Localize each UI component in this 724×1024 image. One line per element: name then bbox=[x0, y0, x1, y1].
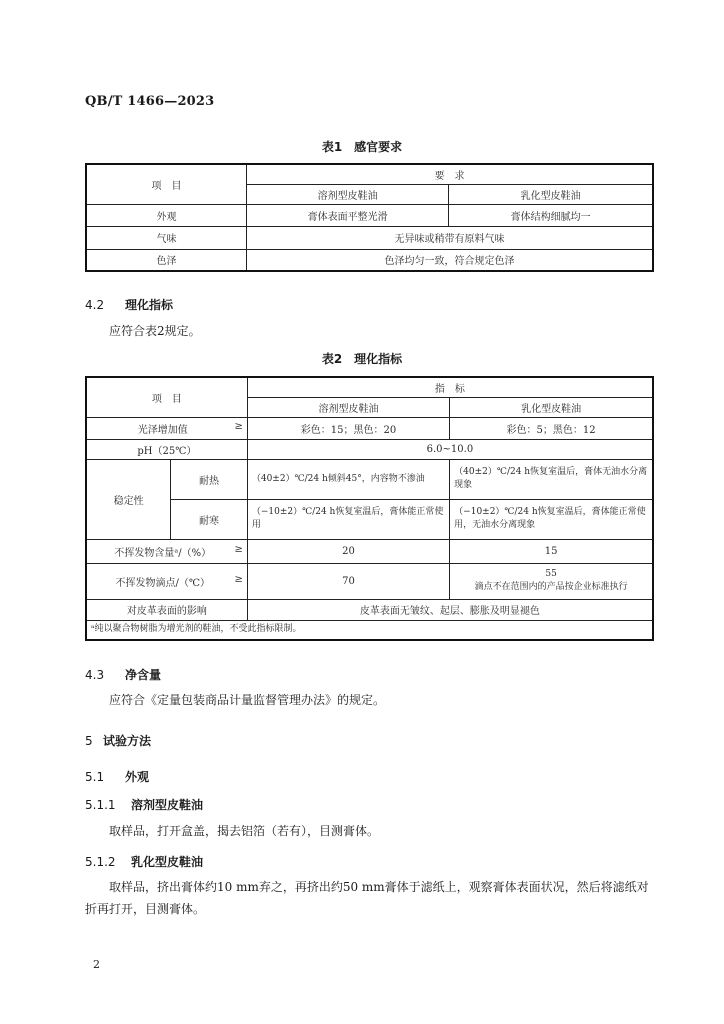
section-number: 4.2 bbox=[85, 298, 105, 312]
section-5-1-1-heading bbox=[85, 796, 203, 813]
item-label: 不挥发物滴点/（℃） bbox=[115, 577, 211, 589]
cell-solvent: 膏体表面平整光滑 bbox=[246, 204, 448, 226]
table2-header-item: 项 目 bbox=[86, 377, 247, 417]
cell-emulsion bbox=[450, 563, 653, 599]
table1-header-emulsion: 乳化型皮鞋油 bbox=[449, 184, 653, 204]
row-item bbox=[86, 539, 247, 563]
cell-both: 皮革表面无皱纹、起层、膨胀及明显褪色 bbox=[247, 599, 653, 620]
ge-symbol: ≥ bbox=[234, 543, 243, 555]
cell-emulsion: （40±2）℃/24 h恢复室温后，膏体无油水分离现象 bbox=[450, 459, 653, 499]
cell-emulsion: 彩色：5；黑色：12 bbox=[450, 417, 653, 439]
table1-header-solvent: 溶剂型皮鞋油 bbox=[246, 184, 448, 204]
section-number: 4.3 bbox=[85, 668, 105, 682]
table-row bbox=[86, 417, 653, 439]
cell-emulsion: （−10±2）℃/24 h恢复室温后，膏体能正常使用，无油水分离现象 bbox=[450, 499, 653, 539]
stability-item: 稳定性 bbox=[86, 459, 171, 539]
table-row bbox=[86, 226, 653, 249]
table1-sensory-requirements bbox=[85, 163, 654, 272]
table-row bbox=[86, 499, 653, 539]
table1-header-requirement: 要 求 bbox=[246, 164, 653, 184]
section-title: 理化指标 bbox=[125, 298, 174, 312]
section-4-2-text: 应符合表2规定。 bbox=[109, 324, 201, 338]
section-5-1-2-text: 取样品，挤出膏体约10 mm弃之，再挤出约50 mm膏体于滤纸上，观察膏体表面状况，然后将滤纸对折再打开，目测膏体。 bbox=[85, 880, 649, 916]
cell-solvent: 70 bbox=[247, 563, 449, 599]
table-row bbox=[86, 204, 653, 226]
table-row bbox=[86, 599, 653, 620]
table2-caption: 表2 理化指标 bbox=[321, 352, 403, 366]
cell-emulsion: 膏体结构细腻均一 bbox=[449, 204, 653, 226]
ge-symbol: ≥ bbox=[234, 420, 243, 432]
section-4-3-text: 应符合《定量包装商品计量监督管理办法》的规定。 bbox=[109, 693, 386, 707]
row-item bbox=[86, 417, 247, 439]
cell-solvent: （−10±2）℃/24 h恢复室温后，膏体能正常使用 bbox=[247, 499, 449, 539]
cell-emulsion: 15 bbox=[450, 539, 653, 563]
table2-header-index: 指 标 bbox=[247, 377, 653, 397]
item-label: 不挥发物含量ᵃ/（%） bbox=[114, 547, 212, 559]
cold-label: 耐寒 bbox=[171, 499, 248, 539]
section-5-1-2-heading bbox=[85, 853, 203, 870]
cell-both: 色泽均匀一致，符合规定色泽 bbox=[246, 249, 653, 271]
row-item: pH（25℃） bbox=[86, 439, 247, 459]
table-row bbox=[86, 620, 653, 640]
row-item bbox=[86, 563, 247, 599]
item-label: 光泽增加值 bbox=[137, 424, 188, 436]
section-title: 净含量 bbox=[125, 668, 162, 682]
section-5-1-heading bbox=[85, 768, 149, 785]
table-row bbox=[86, 459, 653, 499]
heat-label: 耐热 bbox=[171, 459, 248, 499]
row-item: 气味 bbox=[86, 226, 246, 249]
ge-symbol: ≥ bbox=[234, 573, 243, 585]
section-title: 溶剂型皮鞋油 bbox=[131, 798, 204, 812]
table2-header-emulsion: 乳化型皮鞋油 bbox=[450, 397, 653, 417]
table2-header-solvent: 溶剂型皮鞋油 bbox=[247, 397, 449, 417]
table1-header-item: 项 目 bbox=[86, 164, 246, 204]
cell-solvent: 彩色：15；黑色：20 bbox=[247, 417, 449, 439]
table-row bbox=[86, 249, 653, 271]
table-row bbox=[86, 439, 653, 459]
row-item: 对皮革表面的影响 bbox=[86, 599, 247, 620]
cell-solvent: （40±2）℃/24 h倾斜45°，内容物不渗油 bbox=[247, 459, 449, 499]
section-number: 5.1.1 bbox=[85, 798, 116, 812]
row-item: 外观 bbox=[86, 204, 246, 226]
table2-footnote: ᵃ纯以聚合物树脂为增光剂的鞋油，不受此指标限制。 bbox=[86, 620, 653, 640]
section-4-2-heading bbox=[85, 296, 173, 313]
table1-caption: 表1 感官要求 bbox=[321, 140, 403, 154]
section-5-1-1-text: 取样品，打开盒盖，揭去铝箔（若有），目测膏体。 bbox=[109, 824, 380, 838]
drop-point-value: 55 bbox=[545, 569, 557, 579]
page-number: 2 bbox=[93, 958, 100, 971]
cell-both: 无异味或稍带有原料气味 bbox=[246, 226, 653, 249]
section-title: 外观 bbox=[125, 770, 150, 784]
cell-solvent: 20 bbox=[247, 539, 449, 563]
standard-code: QB/T 1466—2023 bbox=[85, 94, 215, 109]
drop-point-note: 滴点不在范围内的产品按企业标准执行 bbox=[474, 582, 628, 592]
section-number: 5 bbox=[85, 734, 93, 748]
section-number: 5.1 bbox=[85, 770, 105, 784]
table-row bbox=[86, 563, 653, 599]
row-item: 色泽 bbox=[86, 249, 246, 271]
section-4-3-heading bbox=[85, 666, 161, 683]
section-5-heading bbox=[85, 732, 151, 749]
section-title: 乳化型皮鞋油 bbox=[131, 855, 204, 869]
section-title: 试验方法 bbox=[103, 734, 152, 748]
cell-both: 6.0~10.0 bbox=[247, 439, 653, 459]
table-row bbox=[86, 539, 653, 563]
section-number: 5.1.2 bbox=[85, 855, 116, 869]
table2-physicochemical-indices bbox=[85, 376, 654, 641]
